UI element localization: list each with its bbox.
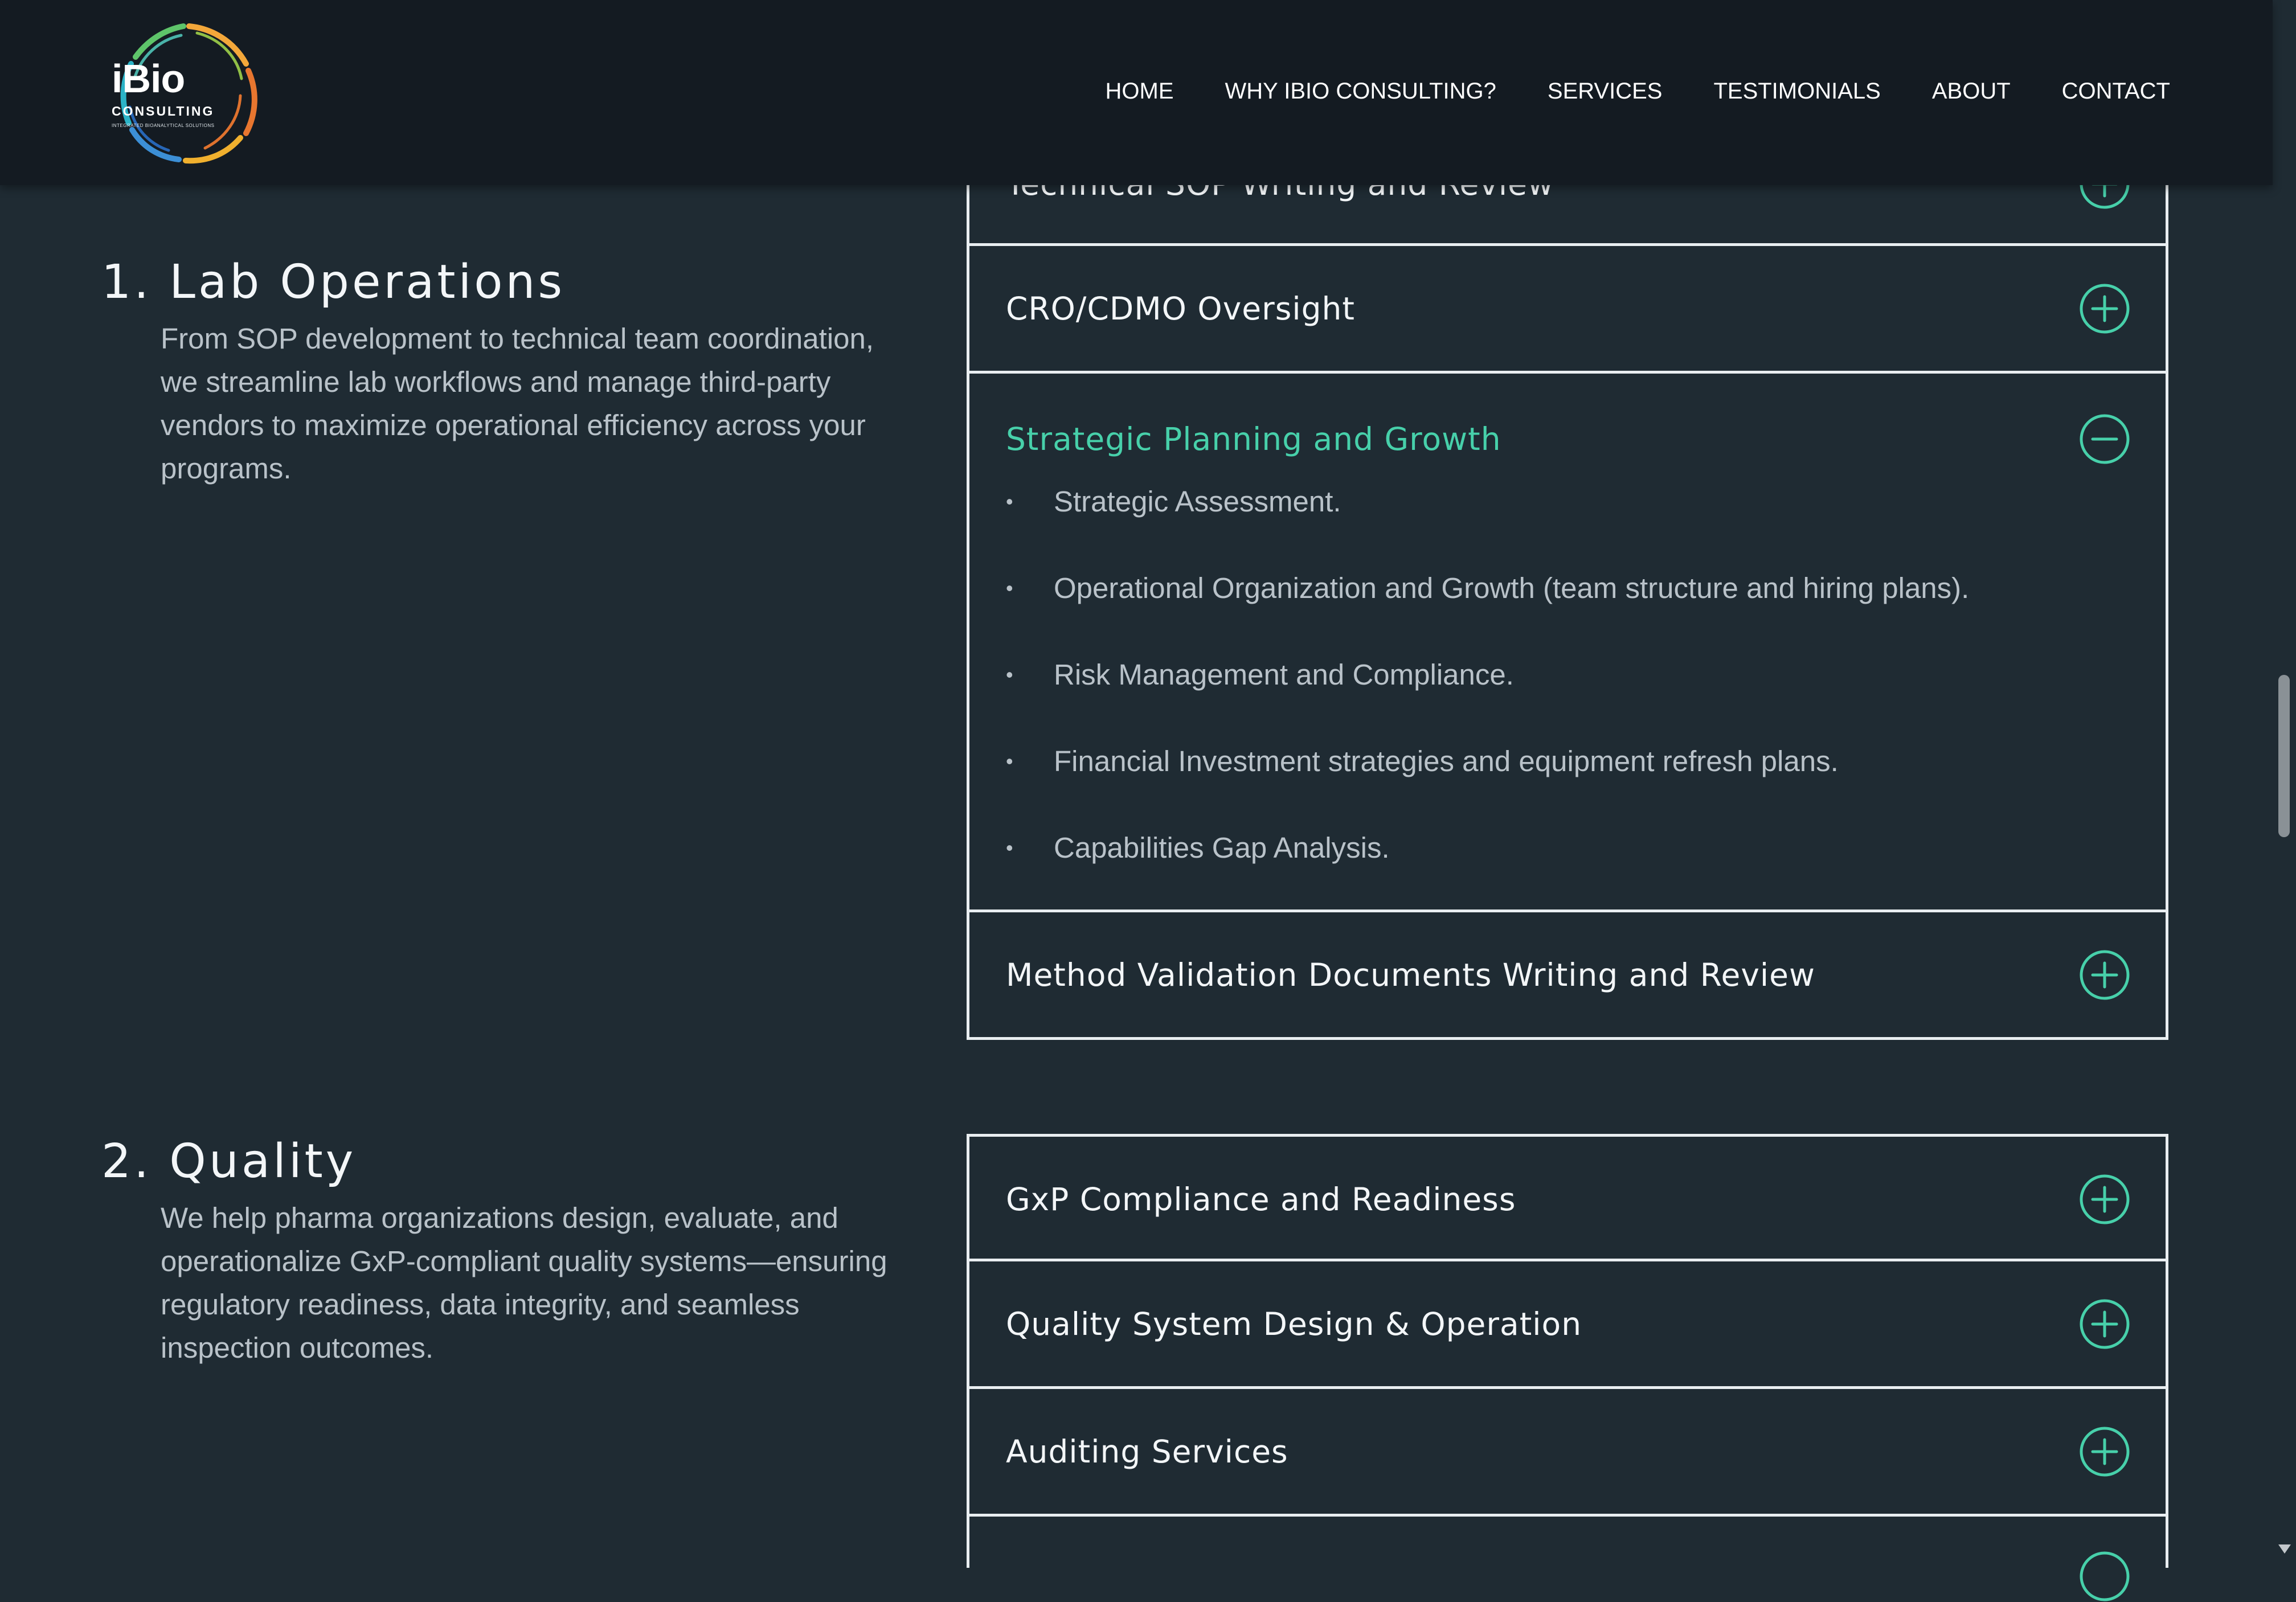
bullet-list [1006, 458, 2129, 891]
section-title: 1. Lab Operations [101, 255, 566, 309]
bullet-icon: • [1006, 576, 1013, 600]
logo-tagline: INTEGRATED BIOANALYTICAL SOLUTIONS [112, 123, 215, 128]
section-quality [101, 1134, 899, 1370]
list-item: • Strategic Assessment. [1006, 458, 2129, 545]
accordion-item-expanded[interactable] [967, 374, 2168, 912]
logo-subtext: CONSULTING [112, 104, 215, 118]
plus-circle-icon[interactable] [2079, 1551, 2130, 1602]
accordion-header[interactable] [969, 1261, 2166, 1386]
list-item: • Financial Investment strategies and equipment refresh plans. [1006, 718, 2129, 805]
scrollbar-thumb[interactable] [2278, 675, 2290, 837]
nav-contact[interactable]: CONTACT [2061, 79, 2170, 104]
logo-text: iBio [112, 56, 185, 101]
bullet-icon: • [1006, 749, 1013, 773]
accordion-title: GxP Compliance and Readiness [1006, 1181, 1516, 1218]
minus-circle-icon[interactable] [2079, 413, 2130, 465]
bullet-icon: • [1006, 836, 1013, 859]
list-item: • Capabilities Gap Analysis. [1006, 805, 2129, 891]
plus-circle-icon[interactable] [2079, 1298, 2130, 1350]
quality-accordion [967, 1134, 2168, 1568]
section-title: 2. Quality [101, 1134, 357, 1189]
nav-home[interactable]: HOME [1105, 79, 1174, 104]
accordion-title: CRO/CDMO Oversight [1006, 290, 1355, 327]
accordion-header[interactable] [969, 1389, 2166, 1514]
vertical-scrollbar[interactable] [2273, 0, 2296, 1563]
accordion-header[interactable] [969, 912, 2166, 1037]
accordion-item-partial[interactable] [967, 1517, 2168, 1568]
site-header [0, 0, 2273, 185]
accordion-item[interactable] [967, 1134, 2168, 1261]
accordion-item[interactable] [967, 1261, 2168, 1389]
accordion-item[interactable] [967, 912, 2168, 1040]
accordion-title: Method Validation Documents Writing and Review [1006, 956, 1815, 993]
plus-circle-icon[interactable] [2079, 949, 2130, 1001]
nav-services[interactable]: SERVICES [1547, 79, 1663, 104]
nav-why-ibio[interactable]: WHY IBIO CONSULTING? [1225, 79, 1496, 104]
bullet-icon: • [1006, 490, 1013, 513]
section-description: From SOP development to technical team coordination, we streamline lab workflows and manage third-party vendors to maximize operational efficiency across your programs. [161, 322, 874, 485]
list-item: • Operational Organization and Growth (team structure and hiring plans). [1006, 545, 2129, 632]
accordion-title: Auditing Services [1006, 1433, 1288, 1470]
nav-about[interactable]: ABOUT [1931, 79, 2011, 104]
accordion-title: Strategic Planning and Growth [1006, 420, 1501, 457]
bullet-icon: • [1006, 663, 1013, 686]
section-lab-operations [101, 255, 899, 490]
list-item: • Risk Management and Compliance. [1006, 632, 2129, 718]
plus-circle-icon[interactable] [2079, 1174, 2130, 1225]
nav-testimonials[interactable]: TESTIMONIALS [1713, 79, 1881, 104]
lab-operations-accordion [967, 118, 2168, 1040]
accordion-item[interactable] [967, 246, 2168, 374]
section-description: We help pharma organizations design, evaluate, and operationalize GxP-compliant quality systems—ensuring regulatory readiness, data integrity, and seamless inspection outcomes. [161, 1202, 887, 1364]
plus-circle-icon[interactable] [2079, 1426, 2130, 1477]
accordion-body [969, 458, 2166, 909]
accordion-item[interactable] [967, 1389, 2168, 1517]
accordion-header[interactable] [969, 1137, 2166, 1261]
site-logo[interactable] [112, 16, 267, 169]
accordion-header[interactable] [969, 246, 2166, 371]
accordion-title: Quality System Design & Operation [1006, 1305, 1582, 1342]
main-nav [1054, 79, 2170, 104]
plus-circle-icon[interactable] [2079, 283, 2130, 334]
scroll-down-arrow-icon[interactable] [2278, 1544, 2291, 1554]
